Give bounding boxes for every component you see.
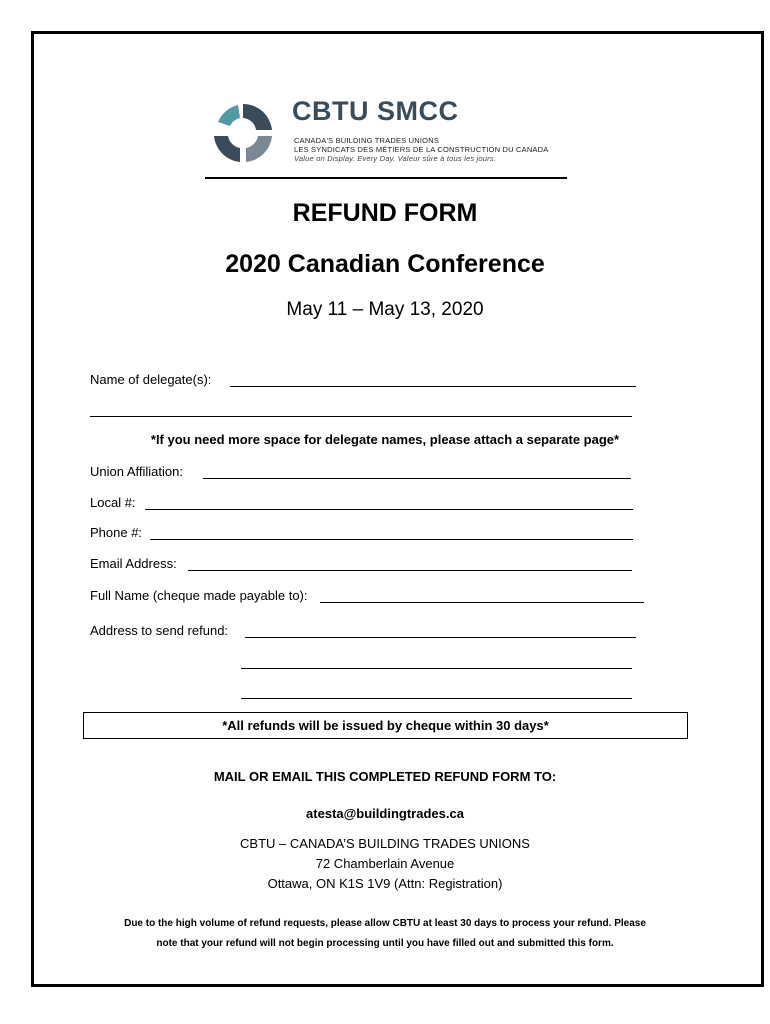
email-field-line[interactable]	[188, 570, 632, 571]
contact-email: atesta@buildingtrades.ca	[306, 806, 464, 821]
conference-dates: May 11 – May 13, 2020	[286, 299, 484, 320]
logo-french-name: LES SYNDICATS DES MÉTIERS DE LA CONSTRUCTION DU CANADA	[294, 145, 549, 154]
address-field-line-3[interactable]	[241, 698, 632, 699]
conference-title: 2020 Canadian Conference	[225, 250, 545, 278]
delegates-field-line-1[interactable]	[230, 386, 636, 387]
address-field-line-2[interactable]	[241, 668, 632, 669]
logo-divider	[205, 177, 567, 179]
email-label: Email Address:	[90, 556, 177, 571]
street-address: 72 Chamberlain Avenue	[315, 856, 455, 871]
cbtu-logo-mark-icon	[210, 100, 276, 166]
logo-english-name: CANADA'S BUILDING TRADES UNIONS	[294, 136, 440, 145]
footer-note-line-2: note that your refund will not begin processing until you have filled out and submitted this form.	[156, 938, 614, 949]
delegates-label: Name of delegate(s):	[90, 372, 212, 387]
refund-notice-box: *All refunds will be issued by cheque within 30 days*	[83, 712, 688, 739]
org-name: CBTU – CANADA’S BUILDING TRADES UNIONS	[240, 836, 530, 851]
logo-title: CBTU SMCC	[292, 96, 459, 126]
cbtu-logo	[210, 96, 570, 172]
form-title: REFUND FORM	[292, 199, 478, 227]
address-label: Address to send refund:	[90, 623, 229, 638]
payee-label: Full Name (cheque made payable to):	[90, 588, 308, 603]
mail-heading: MAIL OR EMAIL THIS COMPLETED REFUND FORM TO:	[213, 769, 557, 784]
city-address: Ottawa, ON K1S 1V9 (Attn: Registration)	[267, 876, 503, 891]
footer-note-line-1: Due to the high volume of refund requests, please allow CBTU at least 30 days to process your refund. Please	[124, 918, 646, 929]
delegates-field-line-2[interactable]	[90, 416, 632, 417]
logo-tagline: Value on Display. Every Day. Valeur sûre à tous les jours.	[294, 154, 497, 163]
local-label: Local #:	[90, 495, 136, 510]
phone-label: Phone #:	[90, 525, 143, 540]
union-label: Union Affiliation:	[90, 464, 183, 479]
phone-field-line[interactable]	[150, 539, 633, 540]
local-field-line[interactable]	[145, 509, 633, 510]
address-field-line-1[interactable]	[245, 637, 636, 638]
payee-field-line[interactable]	[320, 602, 644, 603]
delegates-note: *If you need more space for delegate names, please attach a separate page*	[150, 432, 620, 447]
union-field-line[interactable]	[203, 478, 631, 479]
